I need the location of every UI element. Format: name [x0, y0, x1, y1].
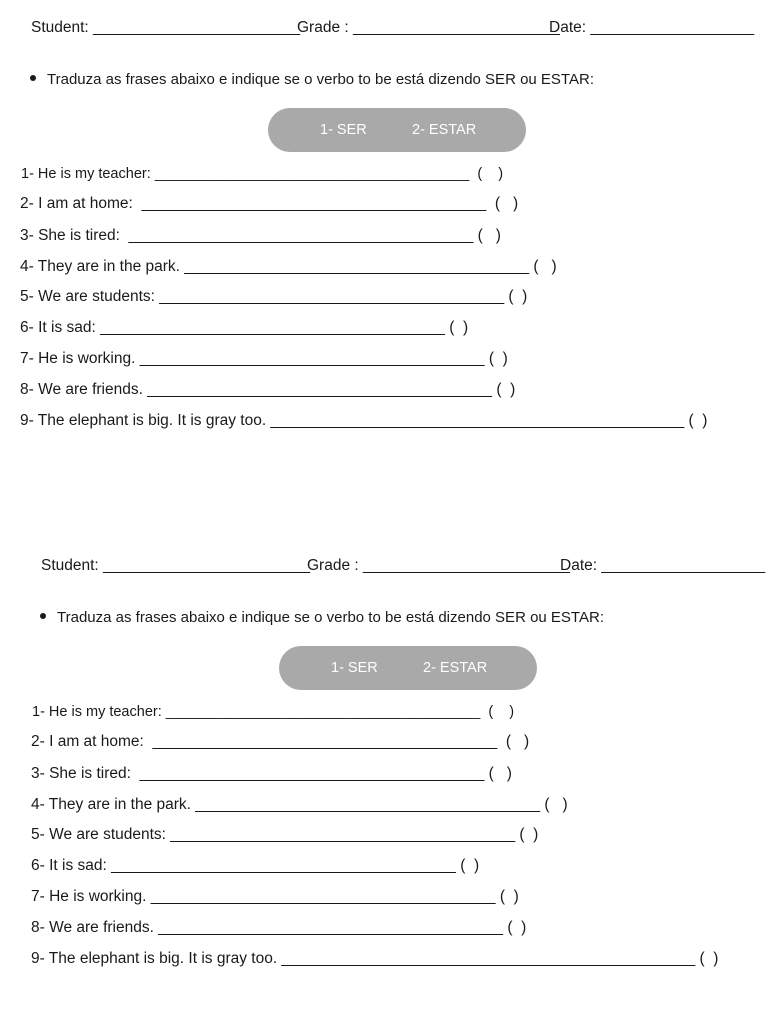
- legend-option-estar: 2- ESTAR: [423, 660, 488, 676]
- sentence-3: 3- She is tired: ________________________________________ ( ): [31, 765, 512, 782]
- sentence-4: 4- They are in the park. ________________________________________ ( ): [20, 258, 557, 275]
- date-field: Date: ___________________: [560, 557, 766, 574]
- grade-field: Grade : ________________________: [307, 557, 570, 574]
- grade-field: Grade : ________________________: [297, 19, 560, 36]
- instruction: [40, 608, 604, 628]
- sentence-7: 7- He is working. ________________________________________ ( ): [20, 350, 508, 367]
- sentence-5: 5- We are students: ________________________________________ ( ): [20, 288, 528, 305]
- sentence-7: 7- He is working. ________________________________________ ( ): [31, 888, 519, 905]
- sentence-1: 1- He is my teacher: _______________________________________ ( ): [21, 166, 504, 182]
- instruction: [30, 70, 594, 90]
- sentence-9: 9- The elephant is big. It is gray too. ________________________________________________ ( ): [20, 412, 708, 429]
- sentence-9: 9- The elephant is big. It is gray too. ________________________________________________ ( ): [31, 950, 719, 967]
- sentence-2: 2- I am at home: ________________________________________ ( ): [20, 195, 519, 212]
- sentence-4: 4- They are in the park. ________________________________________ ( ): [31, 796, 568, 813]
- sentence-1: 1- He is my teacher: _______________________________________ ( ): [32, 704, 515, 720]
- sentence-6: 6- It is sad: ________________________________________ ( ): [20, 319, 469, 336]
- instruction-text: Traduza as frases abaixo e indique se o verbo to be está dizendo SER ou ESTAR:: [47, 71, 594, 88]
- date-field: Date: ___________________: [549, 19, 755, 36]
- bullet-icon: [30, 75, 36, 81]
- legend-option-estar: 2- ESTAR: [412, 122, 477, 138]
- sentence-8: 8- We are friends. ________________________________________ ( ): [20, 381, 516, 398]
- legend-pill: [268, 108, 526, 152]
- sentence-2: 2- I am at home: ________________________________________ ( ): [31, 733, 530, 750]
- sentence-6: 6- It is sad: ________________________________________ ( ): [31, 857, 480, 874]
- legend-pill: [279, 646, 537, 690]
- legend-option-ser: 1- SER: [331, 660, 378, 676]
- legend-option-ser: 1- SER: [320, 122, 367, 138]
- bullet-icon: [40, 613, 46, 619]
- sentence-3: 3- She is tired: ________________________________________ ( ): [20, 227, 501, 244]
- student-field: Student: ________________________: [41, 557, 310, 574]
- sentence-8: 8- We are friends. ________________________________________ ( ): [31, 919, 527, 936]
- student-field: Student: ________________________: [31, 19, 300, 36]
- instruction-text: Traduza as frases abaixo e indique se o verbo to be está dizendo SER ou ESTAR:: [57, 609, 604, 626]
- sentence-5: 5- We are students: ________________________________________ ( ): [31, 826, 539, 843]
